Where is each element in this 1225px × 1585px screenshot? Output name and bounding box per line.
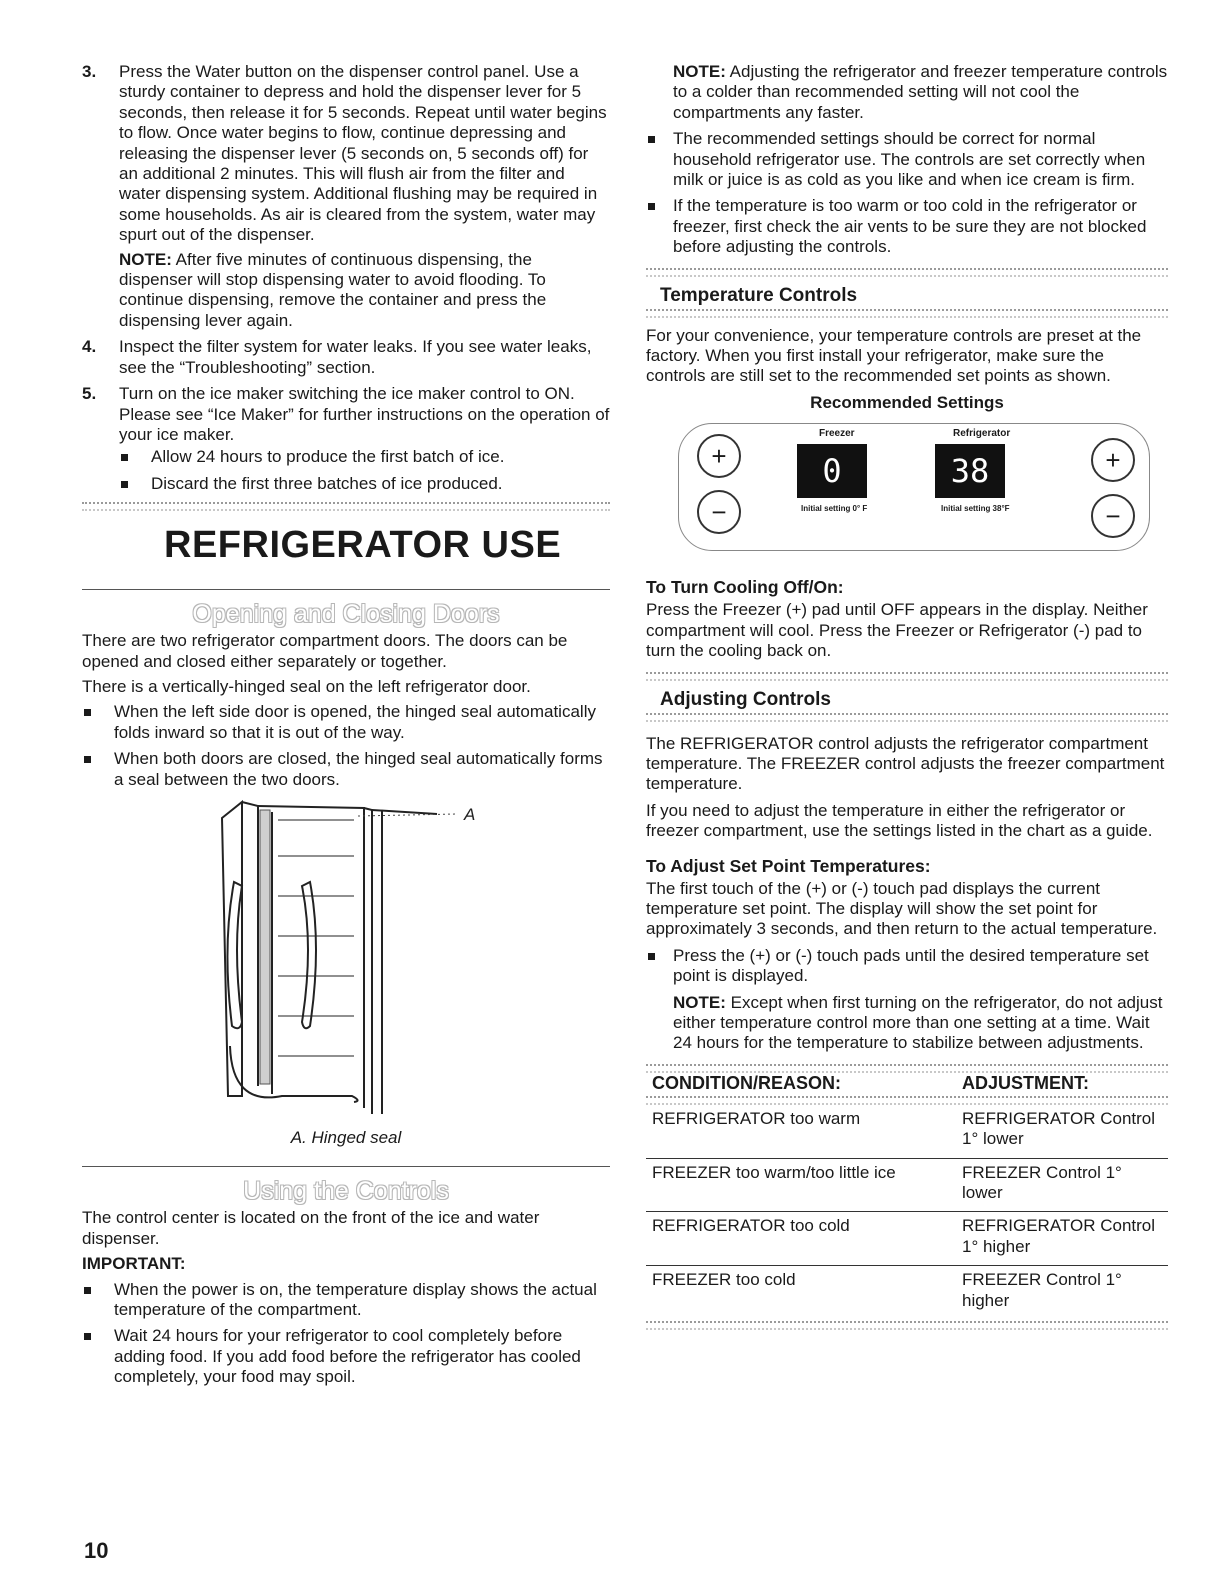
adjusting-controls-heading: Adjusting Controls (660, 688, 831, 710)
controls-bullets (82, 1280, 610, 1388)
section-divider (646, 1064, 1168, 1073)
refrigerator-plus-button[interactable]: + (1091, 438, 1135, 482)
column-header: ADJUSTMENT: (962, 1072, 1090, 1093)
setpoint-text: The first touch of the (+) or (-) touch pad displays the current temperature set point. The display will show the set point for approximately 3 seconds, and then return to the actual temperature. (646, 878, 1158, 939)
list-item: Discard the first three batches of ice produced. (119, 474, 610, 494)
adjust-text-2: If you need to adjust the temperature in either the refrigerator or freezer compartment, use the settings listed in the chart as a guide. (646, 800, 1153, 841)
table-row: REFRIGERATOR too warm REFRIGERATOR Control 1° lower (646, 1105, 1168, 1158)
freezer-display: 0 (797, 444, 867, 498)
step-3 (82, 62, 610, 331)
section-divider (646, 713, 1168, 722)
table-row: FREEZER too cold FREEZER Control 1° higher (652, 1270, 1122, 1310)
column-header: CONDITION/REASON: (652, 1072, 841, 1093)
controls-heading: Using the Controls (243, 1177, 449, 1206)
step-3-note (119, 250, 610, 332)
note-2: NOTE: Except when first turning on the refrigerator, do not adjust either temperature control more than one setting at a time. Wait 24 hours for the temperature to stabilize between adjustments. (673, 992, 1163, 1053)
freezer-label: Freezer (819, 428, 855, 440)
section-divider (646, 1321, 1168, 1330)
freezer-initial-setting: Initial setting 0° F (801, 504, 868, 514)
important-label: IMPORTANT: (82, 1254, 186, 1274)
list-item: The recommended settings should be correct for normal household refrigerator use. The controls are set correctly when milk or juice is as cold as you like and when ice cream is firm. (646, 129, 1168, 190)
main-title: REFRIGERATOR USE (164, 524, 562, 567)
adjust-text-1: The REFRIGERATOR control adjusts the refrigerator compartment temperature. The FREEZER control adjusts the freezer compartment temperature. (646, 733, 1165, 794)
temp-controls-text: For your convenience, your temperature controls are preset at the factory. When you first install your refrigerator, make sure the controls are still set to the recommended set points as shown. (646, 325, 1142, 386)
right-column (646, 62, 1168, 1330)
refrigerator-door-drawing (82, 796, 610, 1126)
freezer-plus-button[interactable]: + (697, 434, 741, 478)
note-1: NOTE: Adjusting the refrigerator and freezer temperature controls to a colder than recommended setting will not cool the compartments any faster. (673, 62, 1168, 122)
step-4-text: Inspect the filter system for water leaks. If you see water leaks, see the “Troubleshooting” section. (119, 337, 592, 377)
table-row: REFRIGERATOR too cold REFRIGERATOR Control 1° higher (646, 1212, 1168, 1266)
step-4 (82, 337, 610, 378)
list-item: Allow 24 hours to produce the first batch of ice. (119, 447, 610, 467)
step-number: 5. (82, 384, 97, 404)
adjustment-table (646, 1073, 1168, 1319)
section-rule (82, 1166, 610, 1167)
page-number: 10 (84, 1538, 109, 1563)
table-row: FREEZER too warm/too little ice FREEZER Control 1° lower (646, 1158, 1168, 1212)
section-divider (646, 309, 1168, 318)
list-item: When the power is on, the temperature display shows the actual temperature of the compartment. (82, 1280, 610, 1321)
step-3-text: Press the Water button on the dispenser control panel. Use a sturdy container to depress and hold the dispenser lever for 5 seconds, then release it for 5 seconds. Repeat until water begins to flow. Once water begins to flow, continue depressing and releasing the dispenser lever (5 seconds on, 5 seconds off) for an additional 2 minutes. This will flush air from the filter and water dispensing system. Additional flushing may be required in some households. As air is cleared from the system, water may spurt out of the dispenser. (119, 62, 607, 245)
callout-a: A (464, 804, 476, 824)
note-label: NOTE: (119, 249, 172, 269)
setpoint-heading: To Adjust Set Point Temperatures: (646, 855, 931, 876)
step-5 (82, 384, 610, 445)
list-item: If the temperature is too warm or too cold in the refrigerator or freezer, first check the air vents to be sure they are not blocked before adjusting the controls. (646, 196, 1168, 257)
recommended-settings-title: Recommended Settings (810, 392, 1004, 412)
setpoint-bullets (646, 946, 1168, 987)
list-item: Wait 24 hours for your refrigerator to cool completely before adding food. If you add food before the refrigerator has cooled completely, your food may spoil. (82, 1326, 610, 1387)
step-number: 3. (82, 62, 97, 81)
note-text: After five minutes of continuous dispensing, the dispenser will stop dispensing water to avoid flooding. To continue dispensing, remove the container and press the dispensing lever again. (119, 249, 547, 330)
section-divider (646, 672, 1168, 681)
freezer-minus-button[interactable]: − (697, 490, 741, 534)
cooling-text: Press the Freezer (+) pad until OFF appears in the display. Neither compartment will cool. Press the Freezer or Refrigerator (-) pad to turn the cooling back on. (646, 600, 1148, 661)
refrigerator-display: 38 (935, 444, 1005, 498)
step-5-text: Turn on the ice maker switching the ice maker control to ON. Please see “Ice Maker” for further instructions on the operation of your ice maker. (119, 384, 610, 444)
section-divider (82, 502, 610, 511)
refrigerator-label: Refrigerator (953, 428, 1011, 440)
door-illustration (82, 796, 610, 1126)
doors-p2: There is a vertically-hinged seal on the left refrigerator door. (82, 676, 531, 696)
figure-caption: A. Hinged seal (290, 1127, 402, 1147)
cooling-heading: To Turn Cooling Off/On: (646, 577, 844, 598)
temp-controls-heading: Temperature Controls (660, 284, 858, 306)
list-item: When both doors are closed, the hinged seal automatically forms a seal between the two doors. (82, 749, 610, 790)
step-5-bullets (119, 447, 610, 494)
step-number: 4. (82, 337, 97, 357)
list-item: Press the (+) or (-) touch pads until the desired temperature set point is displayed. (646, 946, 1168, 987)
controls-p1: The control center is located on the front of the ice and water dispenser. (82, 1208, 540, 1248)
left-column (82, 62, 610, 1394)
doors-bullets (82, 702, 610, 790)
section-divider (646, 268, 1168, 277)
control-panel-diagram (678, 423, 1150, 551)
note-bullets (646, 129, 1168, 257)
list-item: When the left side door is opened, the hinged seal automatically folds inward so that it is out of the way. (82, 702, 610, 743)
doors-p1: There are two refrigerator compartment doors. The doors can be opened and closed either separately or together. (82, 631, 568, 671)
doors-heading: Opening and Closing Doors (192, 600, 500, 629)
section-rule (82, 589, 610, 590)
refrigerator-minus-button[interactable]: − (1091, 494, 1135, 538)
refrigerator-initial-setting: Initial setting 38°F (941, 504, 1010, 514)
